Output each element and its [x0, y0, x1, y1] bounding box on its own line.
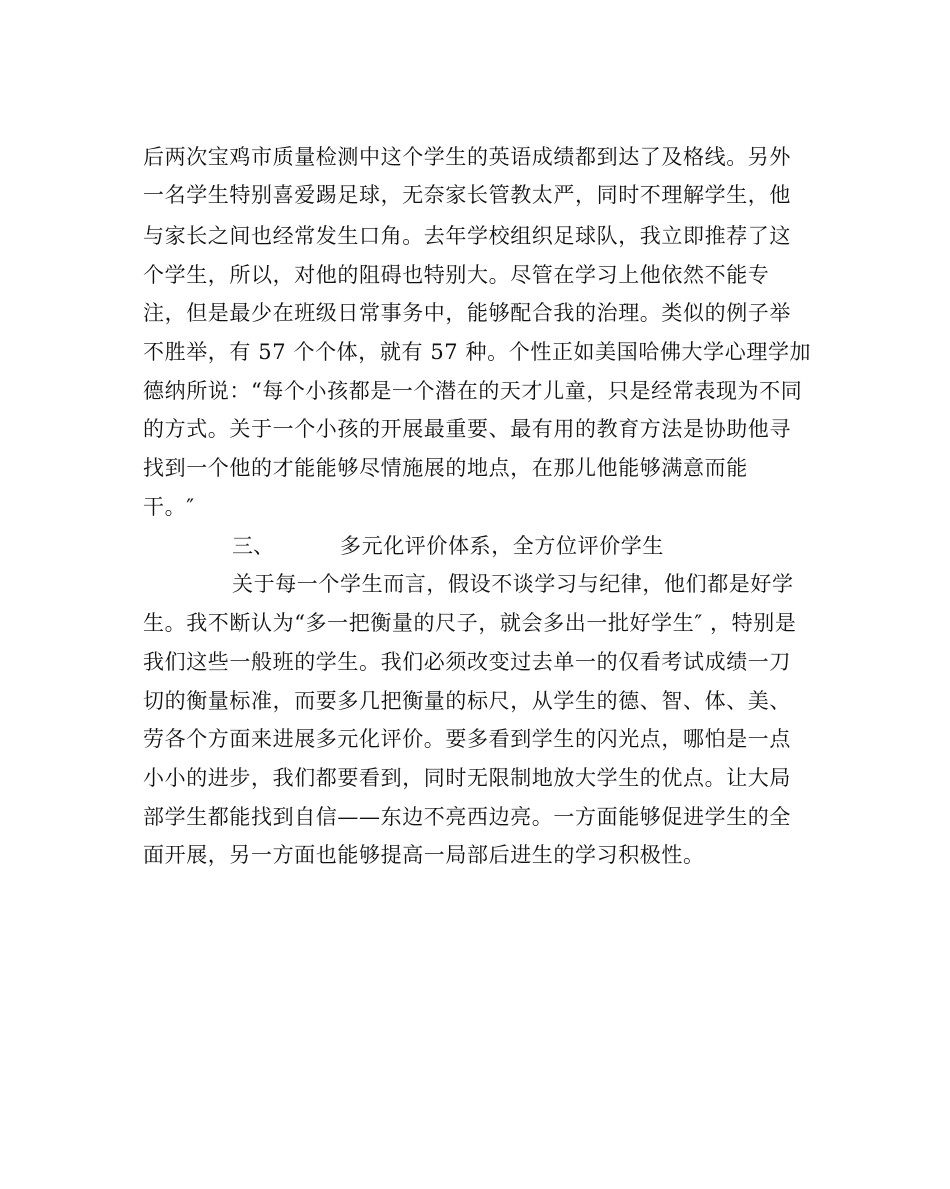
paragraph-1-line-1: 后两次宝鸡市质量检测中这个学生的英语成绩都到达了及格线。另外: [143, 145, 791, 169]
paragraph-2-line-3: 我们这些一般班的学生。我们必须改变过去单一的仅看考试成绩一刀: [143, 650, 791, 674]
paragraph-1-line-10: 干。″: [143, 495, 195, 519]
paragraph-1-line-7: 德纳所说：“每个小孩都是一个潜在的天才儿童，只是经常表现为不同: [143, 379, 803, 403]
paragraph-2-line-5: 劳各个方面来进展多元化评价。要多看到学生的闪光点，哪怕是一点: [143, 727, 791, 751]
paragraph-1-line-6: 不胜举，有 57 个个体，就有 57 种。个性正如美国哈佛大学心理学加: [143, 340, 812, 364]
paragraph-2-line-4: 切的衡量标准，而要多几把衡量的标尺，从学生的德、智、体、美、: [143, 689, 791, 713]
section-heading: 多元化评价体系，全方位评价学生: [340, 534, 664, 558]
paragraph-1-line-9: 找到一个他的才能能够尽情施展的地点，在那儿他能够满意而能: [143, 456, 748, 480]
paragraph-2-line-6: 小小的进步，我们都要看到，同时无限制地放大学生的优点。让大局: [143, 766, 791, 790]
section-number: 三、: [232, 534, 274, 558]
paragraph-1-line-4: 个学生，所以，对他的阻碍也特别大。尽管在学习上他依然不能专: [143, 263, 770, 287]
paragraph-2-line-2: 生。我不断认为“多一把衡量的尺子，就会多出一批好学生″ ，特别是: [143, 611, 797, 635]
paragraph-1-line-5: 注，但是最少在班级日常事务中，能够配合我的治理。类似的例子举: [143, 301, 791, 325]
paragraph-2-line-8: 面开展，另一方面也能够提高一局部后进生的学习积极性。: [143, 843, 705, 867]
paragraph-1-line-8: 的方式。关于一个小孩的开展最重要、最有用的教育方法是协助他寻: [143, 417, 791, 441]
paragraph-1-line-2: 一名学生特别喜爱踢足球，无奈家长管教太严，同时不理解学生，他: [143, 183, 791, 207]
paragraph-2-line-1: 关于每一个学生而言，假设不谈学习与纪律，他们都是好学: [232, 572, 794, 596]
paragraph-1-line-3: 与家长之间也经常发生口角。去年学校组织足球队，我立即推荐了这: [143, 224, 791, 248]
paragraph-2-line-7: 部学生都能找到自信——东边不亮西边亮。一方面能够促进学生的全: [143, 805, 791, 829]
